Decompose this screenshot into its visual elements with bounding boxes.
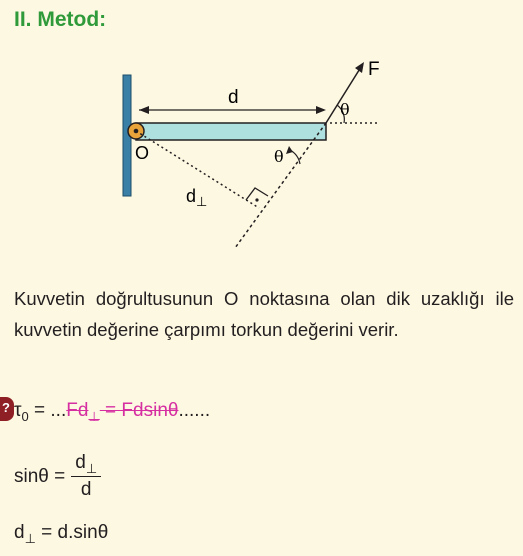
tau-symbol: τ bbox=[14, 400, 22, 421]
explanation-paragraph: Kuvvetin doğrultusunun O noktasına olan dik uzaklığı ile kuvvetin değerine çarpımı torkun değerini verir. bbox=[14, 288, 514, 340]
section-title: II. Metod: bbox=[14, 8, 107, 31]
sine-formula bbox=[14, 452, 101, 501]
sine-lhs: sinθ = bbox=[14, 465, 66, 487]
label-theta-top: θ bbox=[340, 100, 350, 119]
perpendicular-distance-formula: $d_\perp = d.\sin\theta$ bbox=[14, 522, 109, 546]
label-theta-bottom: θ bbox=[274, 147, 284, 166]
right-angle-marker bbox=[246, 188, 268, 200]
rod bbox=[136, 123, 326, 140]
torque-formula bbox=[14, 400, 210, 422]
tau-subscript: 0 bbox=[21, 409, 29, 424]
label-F: F bbox=[368, 59, 380, 80]
equals-sign: = bbox=[28, 400, 51, 421]
bookmark-icon: ? bbox=[0, 397, 14, 421]
handwritten-answer: $Fd_\perp = Fdsin\theta$ bbox=[66, 400, 179, 424]
label-d: d bbox=[228, 87, 239, 108]
fraction-denominator: d bbox=[80, 479, 92, 500]
force-line-extension bbox=[235, 123, 326, 248]
label-dperp: $d_\perp$ bbox=[186, 186, 208, 209]
fraction-numerator: $d_\perp$ bbox=[71, 452, 101, 477]
torque-diagram bbox=[0, 0, 523, 270]
blank-dots-right: ...... bbox=[178, 400, 211, 421]
blank-dots-left: ... bbox=[50, 400, 67, 421]
label-O: O bbox=[135, 143, 150, 163]
fraction bbox=[71, 452, 101, 501]
